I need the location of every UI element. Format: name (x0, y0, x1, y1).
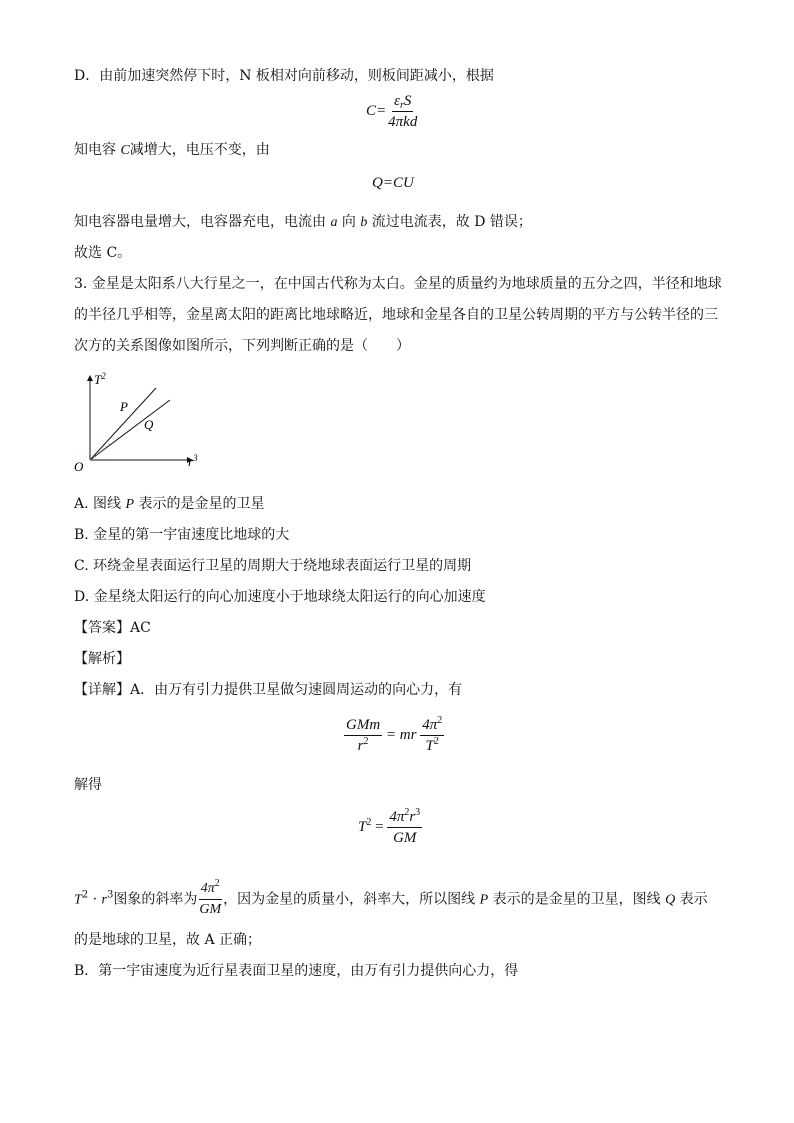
grav-eq: = mr (382, 726, 421, 743)
y-axis-label: $T^2$ (94, 371, 106, 387)
t2-lhs-exp: 2 (366, 816, 372, 828)
zhi-c-line (74, 140, 270, 161)
answer-label: 【答案】 (74, 620, 130, 636)
choose-line: 故选 C。 (74, 245, 132, 261)
slope-p: P (479, 892, 489, 908)
t2-den: GM (393, 830, 417, 846)
analysis-label: 【解析】 (74, 651, 130, 667)
zhi-c-pre: 知电容 (74, 142, 121, 158)
detail-line (74, 680, 462, 700)
slope-r: r (101, 892, 107, 908)
slope-line (74, 880, 708, 919)
slope-tail-2: ，因为金星的质量小，斜率大，所以图线 (223, 891, 480, 908)
opt-a-var: P (125, 497, 135, 512)
q3-line2: 的半径几乎相等，金星离太阳的距离比地球略近，地球和金星各自的卫星公转周期的平方与公转半径的三 (74, 307, 718, 323)
zhi-c-var: C (120, 143, 130, 158)
slope-q: Q (665, 892, 676, 908)
grav-rhs-den: T (425, 738, 434, 754)
charge-b: b (360, 215, 368, 230)
cap-eps: ε (394, 93, 400, 109)
answer-value: AC (130, 620, 151, 636)
line-q-label: Q (144, 417, 154, 432)
slope-t-exp: 2 (81, 889, 89, 901)
slope-num: 4π (200, 881, 215, 896)
t2-num-exp2: 3 (415, 807, 421, 818)
qcu: Q=CU (372, 175, 414, 191)
qcu-formula (372, 175, 414, 192)
charge-mid: 向 (337, 214, 361, 230)
slope-t: T (74, 892, 82, 908)
line-q (90, 400, 170, 460)
t2-r3-graph (70, 370, 210, 475)
charge-pre: 知电容器电量增大，电容器充电，电流由 (74, 214, 331, 230)
option-a (74, 494, 264, 515)
d-option-text: D．由前加速突然停下时，N 板相对向前移动，则板间距减小，根据 (74, 68, 494, 84)
q3-line3: 次方的关系图像如图所示，下列判断正确的是（ ） (74, 338, 410, 354)
line-p-label: P (120, 399, 128, 414)
slope-num-exp: 2 (214, 878, 220, 889)
b-line: B．第一宇宙速度为近行星表面卫星的速度，由万有引力提供向心力，得 (74, 963, 519, 979)
answer-line (74, 618, 151, 638)
slope-tail-3: 表示的是金星的卫星，图线 (488, 891, 666, 908)
earth-line: 的是地球的卫星，故 A 正确； (74, 932, 262, 948)
opt-a-post: 表示的是金星的卫星 (134, 496, 265, 512)
slope-r-exp: 3 (106, 889, 114, 901)
opt-a-pre: A. 图线 (74, 496, 126, 512)
t2-lhs: T (358, 818, 367, 835)
cap-den: 4πkd (388, 114, 418, 130)
charge-a: a (330, 215, 338, 230)
t2-num-exp1: 2 (404, 807, 410, 818)
detail-label: 【详解】 (74, 682, 130, 698)
slope-den: GM (199, 902, 222, 917)
grav-rhs-den-exp: 2 (433, 736, 439, 747)
capacitance-formula (366, 92, 419, 131)
detail-text: A．由万有引力提供卫星做匀速圆周运动的向心力，有 (130, 682, 463, 698)
grav-den-r: r (357, 738, 364, 754)
cap-r: r (399, 100, 404, 111)
x-axis-label: $r^3$ (188, 453, 198, 469)
zhi-c-post: 减增大，电压不变，由 (129, 142, 270, 158)
slope-tail-4: 表示 (675, 891, 708, 908)
period-formula (358, 808, 422, 847)
grav-rhs-num: 4π (422, 717, 438, 733)
grav-den-exp: 2 (363, 736, 369, 747)
q3-line1: 3. 金星是太阳系八大行星之一，在中国古代称为太白。金星的质量约为地球质量的五分之四，半径和地球 (74, 276, 722, 292)
grav-num: GMm (344, 716, 382, 736)
option-c: C. 环绕金星表面运行卫星的周期大于绕地球表面运行卫星的周期 (74, 558, 472, 574)
cap-lhs: C= (366, 102, 387, 119)
slope-tail-1: 图象的斜率为 (113, 891, 198, 908)
charge-post: 流过电流表，故 D 错误； (367, 214, 532, 230)
t2-num: 4π (389, 809, 405, 825)
gravitation-formula (344, 716, 444, 755)
grav-rhs-num-exp: 2 (437, 715, 443, 726)
cap-s: S (403, 93, 412, 109)
t2-eq: = (371, 818, 388, 835)
option-d: D. 金星绕太阳运行的向心加速度小于地球绕太阳运行的向心加速度 (74, 589, 486, 605)
slope-dot: · (88, 891, 102, 908)
option-b: B. 金星的第一宇宙速度比地球的大 (74, 527, 290, 543)
solve-line: 解得 (74, 777, 102, 793)
origin-label: O (74, 459, 84, 474)
charge-line (74, 212, 532, 233)
t2-num-r: r (409, 809, 416, 825)
